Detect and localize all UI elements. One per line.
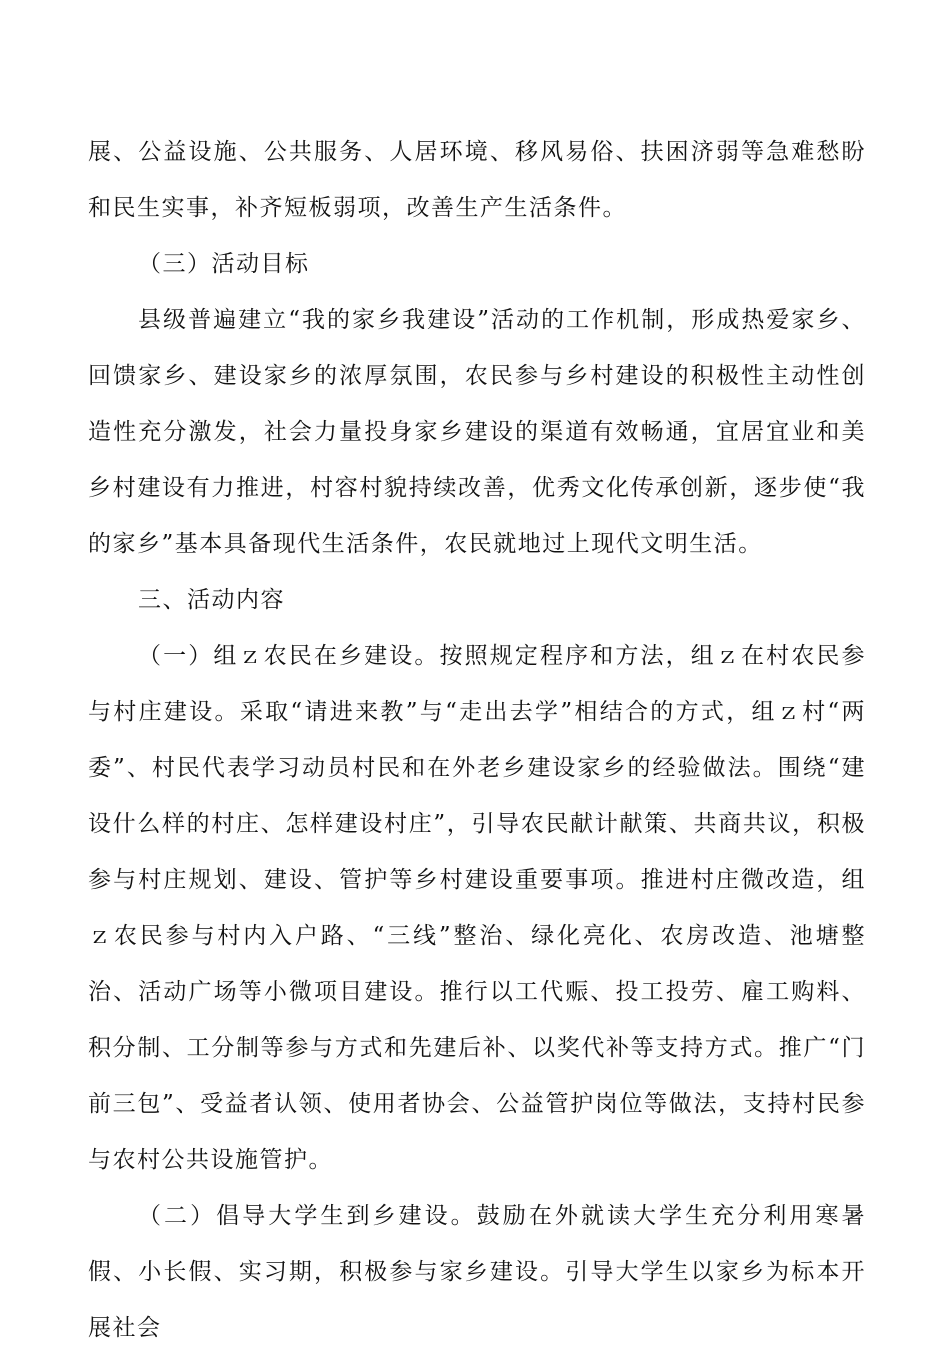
heading-activity-goals: （三）活动目标	[138, 251, 310, 277]
paragraph-farmers-construction: （一）组ｚ农民在乡建设。按照规定程序和方法，组ｚ在村农民参与村庄建设。采取“请进来教”与“走出去学”相结合的方式，组ｚ村“两委”、村民代表学习动员村民和在外老乡建设家乡的经验做法。围绕“建设什么样的村庄、怎样建设村庄”，引导农民献计献策、共商共议，积极参与村庄规划、建设、管护等乡村建设重要事项。推进村庄微改造，组ｚ农民参与村内入户路、“三线”整治、绿化亮化、农房改造、池塘整治、活动广场等小微项目建设。推行以工代赈、投工投劳、雇工购料、积分制、工分制等参与方式和先建后补、以奖代补等支持方式。推广“门前三包”、受益者认领、使用者协会、公益管护岗位等做法，支持村民参与农村公共设施管护。	[88, 643, 866, 1173]
heading-activity-content: 三、活动内容	[138, 587, 285, 613]
paragraph-activity-goals: 县级普遍建立“我的家乡我建设”活动的工作机制，形成热爱家乡、回馈家乡、建设家乡的浓厚氛围，农民参与乡村建设的积极性主动性创造性充分激发，社会力量投身家乡建设的渠道有效畅通，宜居宜业和美乡村建设有力推进，村容村貌持续改善，优秀文化传承创新，逐步使“我的家乡”基本具备现代生活条件，农民就地过上现代文明生活。	[88, 307, 866, 557]
paragraph-students-construction: （二）倡导大学生到乡建设。鼓励在外就读大学生充分利用寒暑假、小长假、实习期，积极参与家乡建设。引导大学生以家乡为标本开展社会	[88, 1203, 866, 1341]
paragraph-continuation: 展、公益设施、公共服务、人居环境、移风易俗、扶困济弱等急难愁盼和民生实事，补齐短板弱项，改善生产生活条件。	[88, 139, 866, 221]
document-body	[88, 124, 866, 1356]
